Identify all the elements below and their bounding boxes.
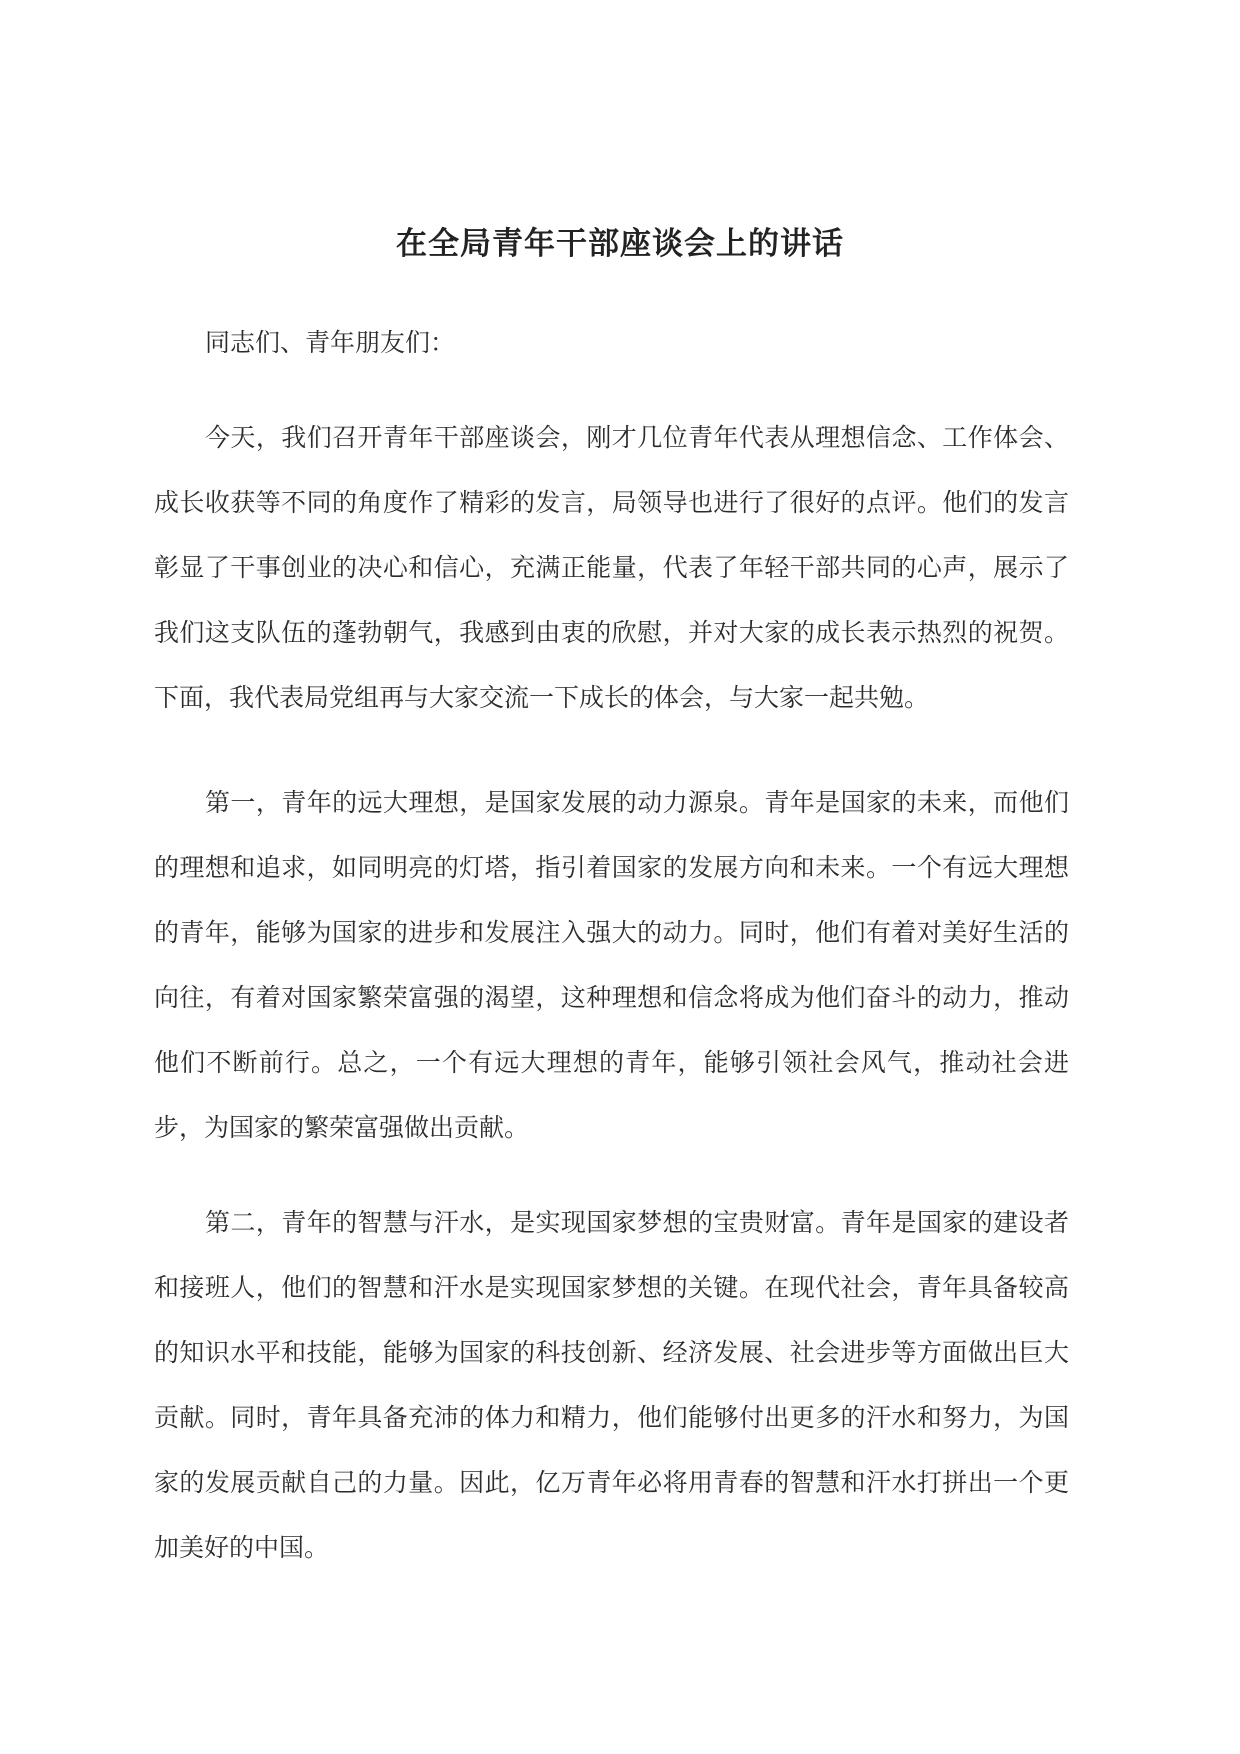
paragraph-second-point: 第二，青年的智慧与汗水，是实现国家梦想的宝贵财富。青年是国家的建设者和接班人，他们的智慧和汗水是实现国家梦想的关键。在现代社会，青年具备较高的知识水平和技能，能够为国家的科技创新、经济发展、社会进步等方面做出巨大贡献。同时，青年具备充沛的体力和精力，他们能够付出更多的汗水和努力，为国家的发展贡献自己的力量。因此，亿万青年必将用青春的智慧和汗水打拼出一个更加美好的中国。 bbox=[154, 1208, 1069, 1562]
document-title: 在全局青年干部座谈会上的讲话 bbox=[396, 226, 844, 262]
salutation: 同志们、青年朋友们： bbox=[205, 328, 456, 357]
paragraph-opening: 今天，我们召开青年干部座谈会，刚才几位青年代表从理想信念、工作体会、成长收获等不同的角度作了精彩的发言，局领导也进行了很好的点评。他们的发言彰显了干事创业的决心和信心，充满正能量，代表了年轻干部共同的心声，展示了我们这支队伍的蓬勃朝气，我感到由衷的欣慰，并对大家的成长表示热烈的祝贺。下面，我代表局党组再与大家交流一下成长的体会，与大家一起共勉。 bbox=[154, 423, 1069, 712]
paragraph-first-point: 第一，青年的远大理想，是国家发展的动力源泉。青年是国家的未来，而他们的理想和追求，如同明亮的灯塔，指引着国家的发展方向和未来。一个有远大理想的青年，能够为国家的进步和发展注入强大的动力。同时，他们有着对美好生活的向往，有着对国家繁荣富强的渴望，这种理想和信念将成为他们奋斗的动力，推动他们不断前行。总之，一个有远大理想的青年，能够引领社会风气，推动社会进步，为国家的繁荣富强做出贡献。 bbox=[154, 788, 1069, 1142]
